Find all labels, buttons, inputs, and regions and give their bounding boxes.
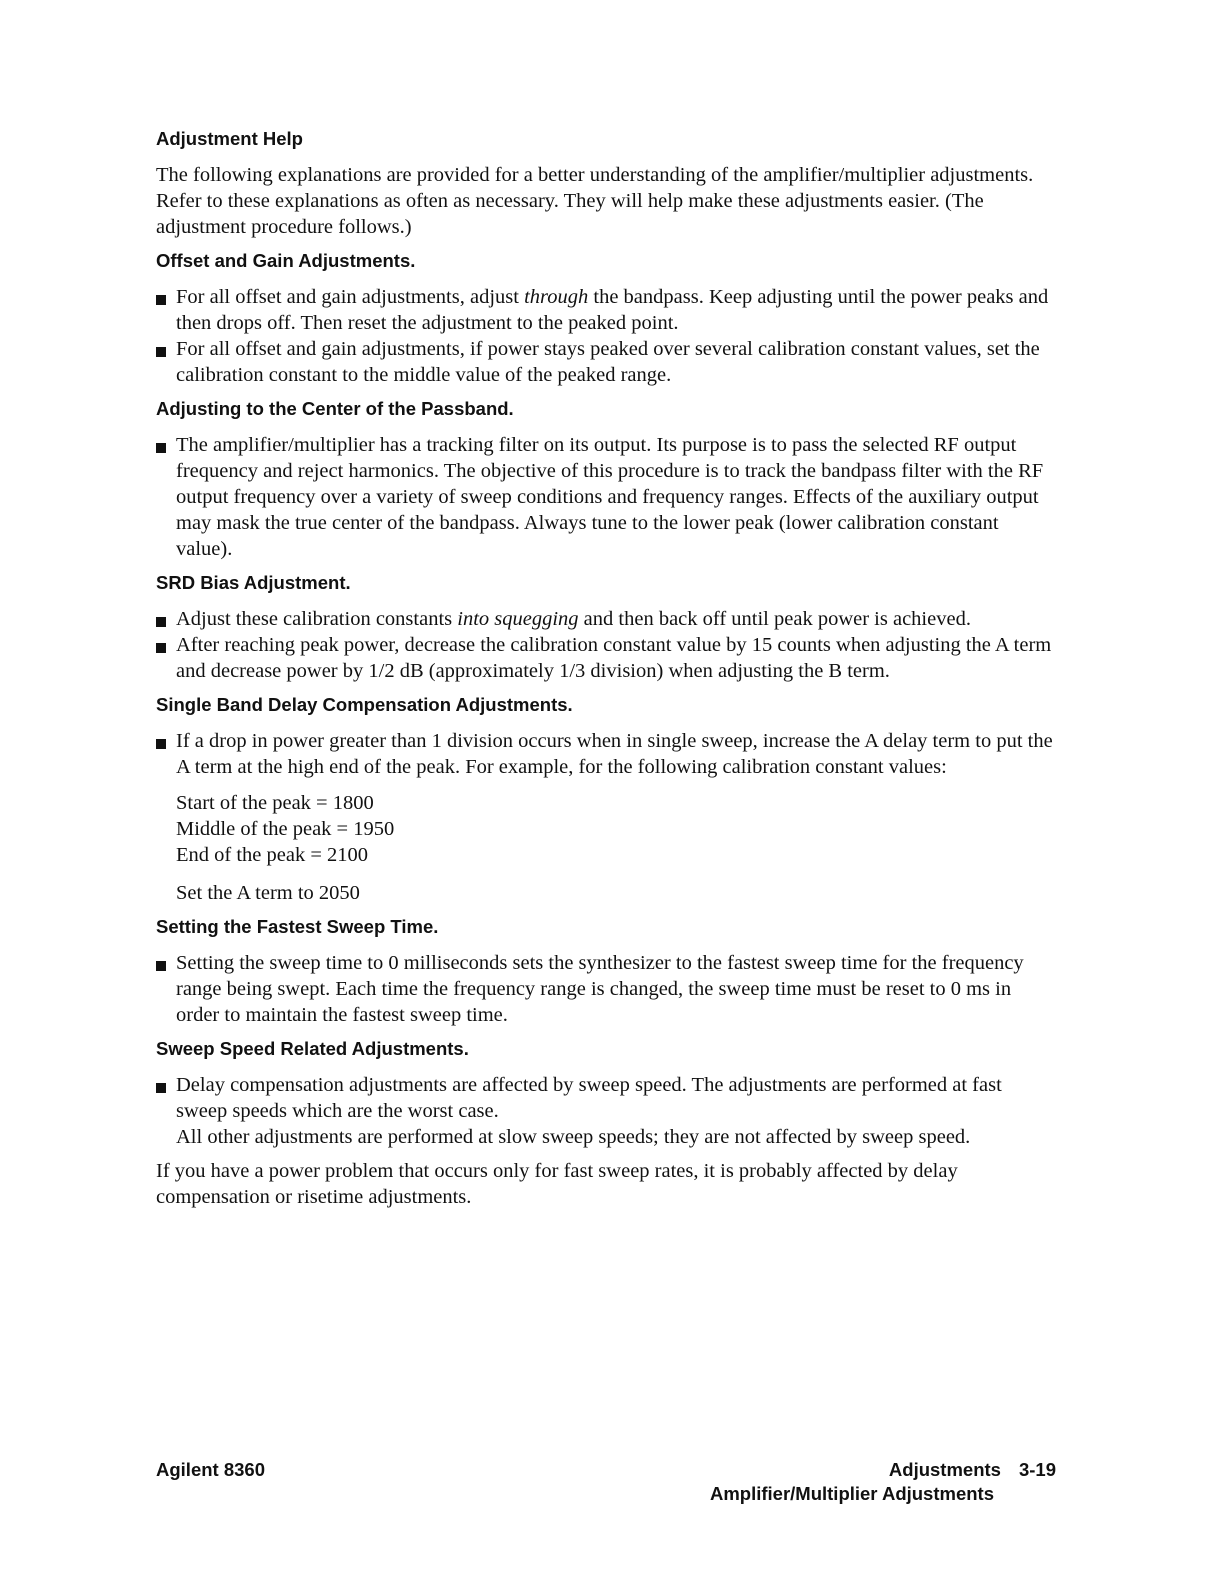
set-a-term-line: Set the A term to 2050 bbox=[176, 882, 360, 904]
list-item: The amplifier/multiplier has a tracking filter on its output. Its purpose is to pass the selected RF output frequency and reject harmonics. The objective of this procedure is to track the bandpass filter with the RF output frequency over a variety of sweep conditions and frequency ranges. Effects of the auxiliary output may mask the true center of the bandpass. Always tune to the lower peak (lower calibration constant value). bbox=[156, 432, 1056, 562]
footer-page-number: 3-19 bbox=[1018, 1459, 1056, 1480]
emphasis-text: through bbox=[524, 286, 589, 308]
srd-bias-list bbox=[156, 606, 1056, 684]
calibration-values bbox=[156, 790, 1056, 906]
middle-of-peak-value: Middle of the peak = 1950 bbox=[176, 818, 395, 840]
peak-values bbox=[176, 790, 1056, 868]
list-item: For all offset and gain adjustments, adjust through the bandpass. Keep adjusting until the power peaks and then drops off. Then reset the adjustment to the peaked point. bbox=[156, 284, 1056, 336]
footer-product-name: Agilent 8360 bbox=[156, 1459, 265, 1480]
list-item: For all offset and gain adjustments, if power stays peaked over several calibration constant values, set the calibration constant to the middle value of the peaked range. bbox=[156, 336, 1056, 388]
list-item: Delay compensation adjustments are affected by sweep speed. The adjustments are performed at fast sweep speeds which are the worst case. bbox=[156, 1072, 1056, 1124]
section-title-srd-bias: SRD Bias Adjustment. bbox=[156, 572, 351, 593]
section-title-offset-gain: Offset and Gain Adjustments. bbox=[156, 250, 416, 271]
closing-paragraph: If you have a power problem that occurs only for fast sweep rates, it is probably affected by delay compensation or risetime adjustments. bbox=[156, 1160, 958, 1208]
fastest-sweep-list bbox=[156, 950, 1056, 1028]
delay-list bbox=[156, 728, 1056, 780]
section-title-sweep-speed: Sweep Speed Related Adjustments. bbox=[156, 1038, 469, 1059]
list-item: Adjust these calibration constants into squegging and then back off until peak power is achieved. bbox=[156, 606, 1056, 632]
offset-gain-list bbox=[156, 284, 1056, 388]
page-heading: Adjustment Help bbox=[156, 128, 303, 149]
emphasis-text: into squegging bbox=[457, 608, 579, 630]
sweep-speed-list bbox=[156, 1072, 1056, 1124]
continuation-paragraph: All other adjustments are performed at slow sweep speeds; they are not affected by sweep speed. bbox=[176, 1126, 971, 1148]
end-of-peak-value: End of the peak = 2100 bbox=[176, 844, 369, 866]
footer-right bbox=[710, 1458, 1056, 1506]
list-item: If a drop in power greater than 1 division occurs when in single sweep, increase the A delay term to put the A term at the high end of the peak. For example, for the following calibration constant values: bbox=[156, 728, 1056, 780]
footer-chapter-title: Adjustments bbox=[888, 1459, 1001, 1480]
list-item: Setting the sweep time to 0 milliseconds sets the synthesizer to the fastest sweep time for the frequency range being swept. Each time the frequency range is changed, the sweep time must be reset to 0 ms in order to maintain the fastest sweep time. bbox=[156, 950, 1056, 1028]
section-title-fastest-sweep: Setting the Fastest Sweep Time. bbox=[156, 916, 439, 937]
passband-list bbox=[156, 432, 1056, 562]
document-body bbox=[156, 128, 1056, 1220]
list-item: After reaching peak power, decrease the calibration constant value by 15 counts when adjusting the A term and decrease power by 1/2 dB (approximately 1/3 division) when adjusting the B term. bbox=[156, 632, 1056, 684]
section-title-passband: Adjusting to the Center of the Passband. bbox=[156, 398, 514, 419]
footer-chapter bbox=[710, 1458, 1056, 1482]
intro-paragraph: The following explanations are provided for a better understanding of the amplifier/multiplier adjustments. Refer to these explanations as often as necessary. They will help make these adjustments easier. (The adjustment procedure follows.) bbox=[156, 164, 1034, 238]
footer-section-subtitle: Amplifier/Multiplier Adjustments bbox=[709, 1483, 994, 1504]
start-of-peak-value: Start of the peak = 1800 bbox=[176, 792, 374, 814]
sweep-speed-continuation bbox=[156, 1124, 1056, 1150]
section-title-delay-compensation: Single Band Delay Compensation Adjustments. bbox=[156, 694, 573, 715]
